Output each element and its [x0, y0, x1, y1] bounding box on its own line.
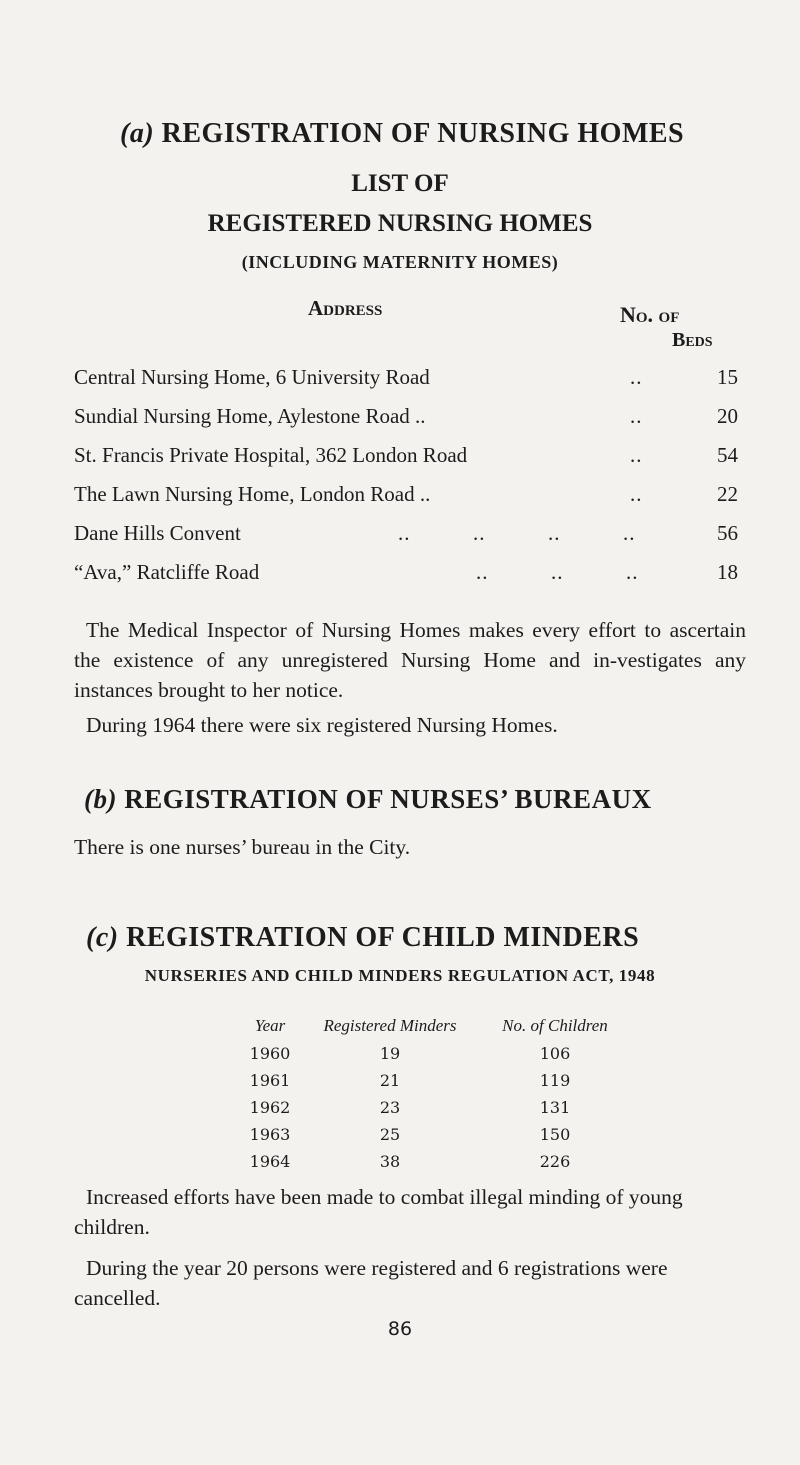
- nursing-home-name: St. Francis Private Hospital, 362 London Road: [74, 443, 468, 467]
- section-c-label: (c): [86, 922, 119, 953]
- table-header-year: Year: [254, 1016, 286, 1035]
- section-c-subtitle: NURSERIES AND CHILD MINDERS REGULATION ACT, 1948: [144, 966, 656, 985]
- table-cell-minders: 21: [379, 1071, 401, 1090]
- table-cell-year: 1961: [249, 1071, 291, 1090]
- column-header-beds-line2: Beds: [672, 329, 713, 351]
- section-b-heading: [84, 784, 652, 815]
- table-row: [0, 1098, 800, 1120]
- table-header-minders: Registered Minders: [323, 1016, 457, 1035]
- nursing-home-row: [0, 443, 800, 475]
- nursing-home-name: “Ava,” Ratcliffe Road: [74, 560, 260, 584]
- section-c-heading: [86, 922, 639, 954]
- section-c-title: REGISTRATION OF CHILD MINDERS: [126, 922, 640, 953]
- leader-dots: ..: [630, 365, 643, 389]
- nursing-home-name: Central Nursing Home, 6 University Road: [74, 365, 430, 389]
- section-a-heading: [120, 118, 684, 150]
- table-cell-children: 119: [539, 1071, 571, 1090]
- nursing-home-beds: 20: [717, 404, 738, 428]
- section-a-title: REGISTRATION OF NURSING HOMES: [161, 118, 685, 149]
- section-a-paragraph-1: The Medical Inspector of Nursing Homes makes every effort to ascertain the existence of any unregistered Nursing Home and in-vestigates any instances brought to her notice.: [74, 618, 746, 702]
- table-cell-year: 1962: [249, 1098, 291, 1117]
- list-title-line1: LIST OF: [351, 170, 449, 197]
- nursing-home-row: [0, 482, 800, 514]
- section-b-label: (b): [84, 784, 117, 814]
- leader-dots: .. .. ..: [476, 560, 639, 584]
- table-cell-minders: 19: [379, 1044, 401, 1063]
- section-b-paragraph: There is one nurses’ bureau in the City.: [74, 835, 411, 859]
- nursing-home-beds: 54: [717, 443, 738, 467]
- table-header-row: [0, 1016, 800, 1038]
- table-cell-children: 226: [539, 1152, 571, 1171]
- nursing-home-row: [0, 365, 800, 397]
- nursing-home-name: Dane Hills Convent: [74, 521, 241, 545]
- column-header-address: Address: [308, 296, 383, 320]
- list-title-line3: (INCLUDING MATERNITY HOMES): [241, 252, 559, 272]
- table-cell-children: 106: [539, 1044, 571, 1063]
- table-row: [0, 1071, 800, 1093]
- leader-dots: ..: [630, 443, 643, 467]
- table-row: [0, 1152, 800, 1174]
- nursing-home-beds: 18: [717, 560, 738, 584]
- leader-dots: .. .. .. ..: [398, 521, 636, 545]
- nursing-home-row: [0, 404, 800, 436]
- leader-dots: ..: [630, 404, 643, 428]
- table-cell-minders: 38: [379, 1152, 401, 1171]
- table-header-children: No. of Children: [502, 1016, 608, 1035]
- column-header-beds-line1: No. of: [620, 302, 680, 327]
- nursing-home-name: The Lawn Nursing Home, London Road ..: [74, 482, 431, 506]
- table-row: [0, 1125, 800, 1147]
- list-title-line2: REGISTERED NURSING HOMES: [207, 210, 593, 237]
- table-cell-children: 131: [539, 1098, 571, 1117]
- table-cell-children: 150: [539, 1125, 571, 1144]
- nursing-home-row: [0, 521, 800, 553]
- section-c-paragraph-2: During the year 20 persons were registered and 6 registrations were cancelled.: [74, 1256, 668, 1310]
- table-cell-year: 1960: [249, 1044, 291, 1063]
- table-cell-year: 1963: [249, 1125, 291, 1144]
- section-b-title: REGISTRATION OF NURSES’ BUREAUX: [124, 784, 652, 814]
- table-cell-year: 1964: [249, 1152, 291, 1171]
- nursing-home-row: [0, 560, 800, 592]
- nursing-home-name: Sundial Nursing Home, Aylestone Road ..: [74, 404, 426, 428]
- table-row: [0, 1044, 800, 1066]
- nursing-home-beds: 56: [717, 521, 738, 545]
- leader-dots: ..: [630, 482, 643, 506]
- section-c-paragraph-1: Increased efforts have been made to combat illegal minding of young children.: [74, 1185, 683, 1239]
- section-a-paragraph-2: During 1964 there were six registered Nursing Homes.: [86, 713, 558, 737]
- nursing-home-beds: 15: [717, 365, 738, 389]
- page-number: 86: [387, 1318, 413, 1340]
- section-a-label: (a): [120, 118, 155, 149]
- nursing-home-beds: 22: [717, 482, 738, 506]
- table-cell-minders: 23: [379, 1098, 401, 1117]
- table-cell-minders: 25: [379, 1125, 401, 1144]
